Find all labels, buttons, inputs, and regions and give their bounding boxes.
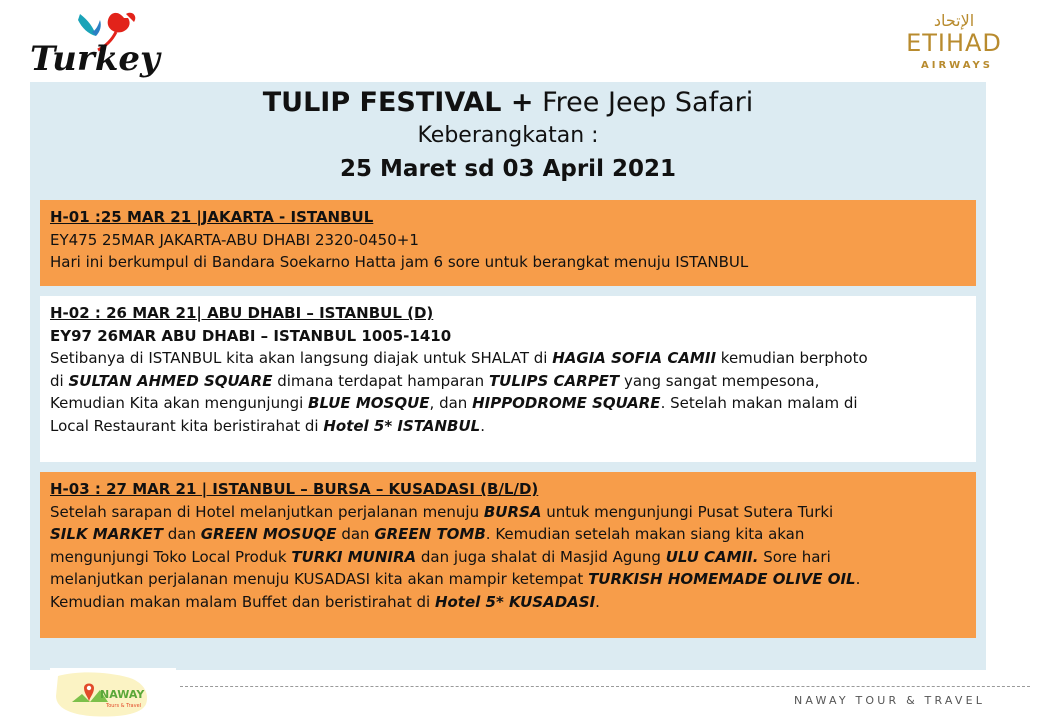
day-2-line-2: di SULTAN AHMED SQUARE dimana terdapat hamparan TULIPS CARPET yang sangat mempesona,: [50, 371, 820, 390]
highlight-hotel-kusadasi: Hotel 5* KUSADASI: [434, 592, 596, 611]
highlight-bursa: BURSA: [483, 502, 542, 521]
highlight-hotel-istanbul: Hotel 5* ISTANBUL: [323, 416, 481, 435]
turkey-logo: [28, 6, 178, 86]
footer-divider: [180, 686, 1030, 687]
day-3-line-3: mengunjungi Toko Local Produk TURKI MUNIRA dan juga shalat di Masjid Agung ULU CAMII. Sore hari: [50, 547, 831, 566]
itinerary-panel: [30, 82, 986, 670]
highlight-hagia-sofia: HAGIA SOFIA CAMII: [552, 349, 717, 367]
highlight-turki-munira: TURKI MUNIRA: [291, 547, 417, 566]
etihad-arabic: الإتحاد: [933, 11, 975, 30]
etihad-logo: [888, 8, 1020, 74]
day-2-heading: H-02 : 26 MAR 21| ABU DHABI – ISTANBUL (D): [50, 304, 434, 322]
highlight-sultan-ahmed: SULTAN AHMED SQUARE: [68, 371, 273, 390]
departure-dates: 25 Maret sd 03 April 2021: [340, 156, 676, 182]
highlight-silk-market: SILK MARKET: [50, 525, 163, 543]
day-2-line-4: Local Restaurant kita beristirahat di Hotel 5* ISTANBUL.: [50, 416, 485, 435]
day-2-flight: EY97 26MAR ABU DHABI – ISTANBUL 1005-1410: [50, 326, 452, 345]
naway-logo: [50, 668, 176, 720]
highlight-ulu-camii: ULU CAMII.: [665, 547, 759, 566]
day-1-heading: H-01 :25 MAR 21 |JAKARTA - ISTANBUL: [50, 208, 374, 226]
highlight-olive-oil: TURKISH HOMEMADE OLIVE OIL: [588, 570, 856, 588]
highlight-green-mosque: GREEN MOSUQE: [200, 525, 337, 543]
naway-subtitle: Tours & Travel: [106, 703, 142, 709]
bird-icon: [78, 14, 101, 36]
day-1-text: Hari ini berkumpul di Bandara Soekarno Hatta jam 6 sore untuk berangkat menuju ISTANBUL: [50, 253, 749, 271]
etihad-airways: AIRWAYS: [921, 60, 993, 71]
day-3-line-1: Setelah sarapan di Hotel melanjutkan perjalanan menuju BURSA untuk mengunjungi Pusat Sutera Turki: [50, 502, 834, 521]
highlight-tulips-carpet: TULIPS CARPET: [488, 371, 620, 390]
naway-wordmark: NAWAY: [100, 688, 145, 701]
title-rest: Free Jeep Safari: [533, 87, 754, 118]
page-title: [30, 86, 986, 120]
day-3-line-2: SILK MARKET dan GREEN MOSUQE dan GREEN TOMB. Kemudian setelah makan siang kita akan: [50, 525, 805, 543]
day-1-box: [40, 200, 976, 286]
departure-label: Keberangkatan :: [417, 123, 599, 148]
footer-brand: NAWAY TOUR & TRAVEL: [794, 694, 986, 707]
day-3-box: [40, 472, 976, 638]
day-3-heading: H-03 : 27 MAR 21 | ISTANBUL – BURSA – KUSADASI (B/L/D): [50, 480, 539, 498]
title-bold: TULIP FESTIVAL +: [262, 87, 534, 118]
etihad-wordmark: ETIHAD: [906, 29, 1002, 57]
day-3-line-4: melanjutkan perjalanan menuju KUSADASI kita akan mampir ketempat TURKISH HOMEMADE OLIVE OIL.: [50, 570, 861, 588]
turkey-wordmark: Turkey: [30, 39, 160, 79]
day-2-line-1: Setibanya di ISTANBUL kita akan langsung diajak untuk SHALAT di HAGIA SOFIA CAMII kemudian berphoto: [50, 349, 868, 367]
day-3-line-5: Kemudian makan malam Buffet dan beristirahat di Hotel 5* KUSADASI.: [50, 592, 600, 611]
highlight-blue-mosque: BLUE MOSQUE: [308, 394, 430, 412]
day-2-box: [40, 296, 976, 462]
day-2-line-3: Kemudian Kita akan mengunjungi BLUE MOSQUE, dan HIPPODROME SQUARE. Setelah makan malam di: [50, 394, 858, 412]
highlight-hippodrome: HIPPODROME SQUARE: [472, 394, 661, 412]
highlight-green-tomb: GREEN TOMB: [374, 525, 486, 543]
day-1-flight: EY475 25MAR JAKARTA-ABU DHABI 2320-0450+1: [50, 230, 419, 249]
